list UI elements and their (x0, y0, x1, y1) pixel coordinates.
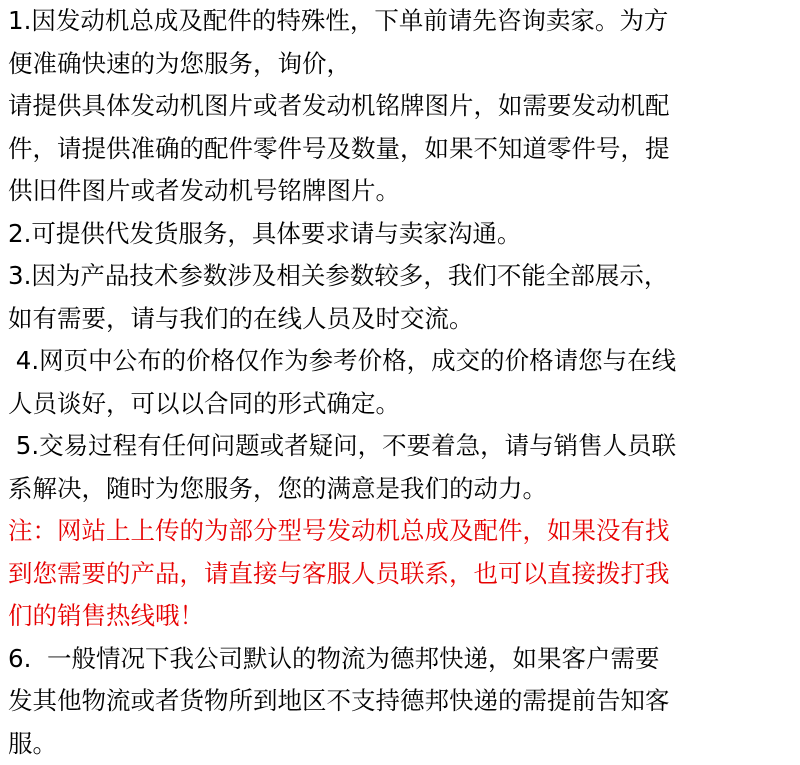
notice-line-4-2: 人员谈好，可以以合同的形式确定。 (8, 383, 792, 426)
notice-line-1-5: 供旧件图片或者发动机号铭牌图片。 (8, 170, 792, 213)
notice-line-4-1: 4.网页中公布的价格仅作为参考价格，成交的价格请您与在线 (8, 340, 792, 383)
notice-line-2: 2.可提供代发货服务，具体要求请与卖家沟通。 (8, 213, 792, 256)
highlight-note-line-3: 们的销售热线哦！ (8, 595, 792, 638)
notice-line-5-2: 系解决，随时为您服务，您的满意是我们的动力。 (8, 468, 792, 511)
notice-line-3-1: 3.因为产品技术参数涉及相关参数较多，我们不能全部展示， (8, 255, 792, 298)
notice-line-5-1: 5.交易过程有任何问题或者疑问，不要着急，请与销售人员联 (8, 425, 792, 468)
purchase-notice (8, 0, 792, 765)
notice-line-3-2: 如有需要，请与我们的在线人员及时交流。 (8, 298, 792, 341)
notice-line-1-3: 请提供具体发动机图片或者发动机铭牌图片，如需要发动机配 (8, 85, 792, 128)
notice-line-6-2: 发其他物流或者货物所到地区不支持德邦快递的需提前告知客 (8, 680, 792, 723)
notice-line-1-1: 1.因发动机总成及配件的特殊性，下单前请先咨询卖家。为方 (8, 0, 792, 43)
notice-line-6-1: 6. 一般情况下我公司默认的物流为德邦快递，如果客户需要 (8, 638, 792, 681)
highlight-note-line-1: 注：网站上上传的为部分型号发动机总成及配件，如果没有找 (8, 510, 792, 553)
notice-line-6-3: 服。 (8, 723, 792, 765)
notice-line-1-2: 便准确快速的为您服务，询价， (8, 43, 792, 86)
highlight-note-line-2: 到您需要的产品，请直接与客服人员联系，也可以直接拨打我 (8, 553, 792, 596)
notice-line-1-4: 件，请提供准确的配件零件号及数量，如果不知道零件号，提 (8, 128, 792, 171)
